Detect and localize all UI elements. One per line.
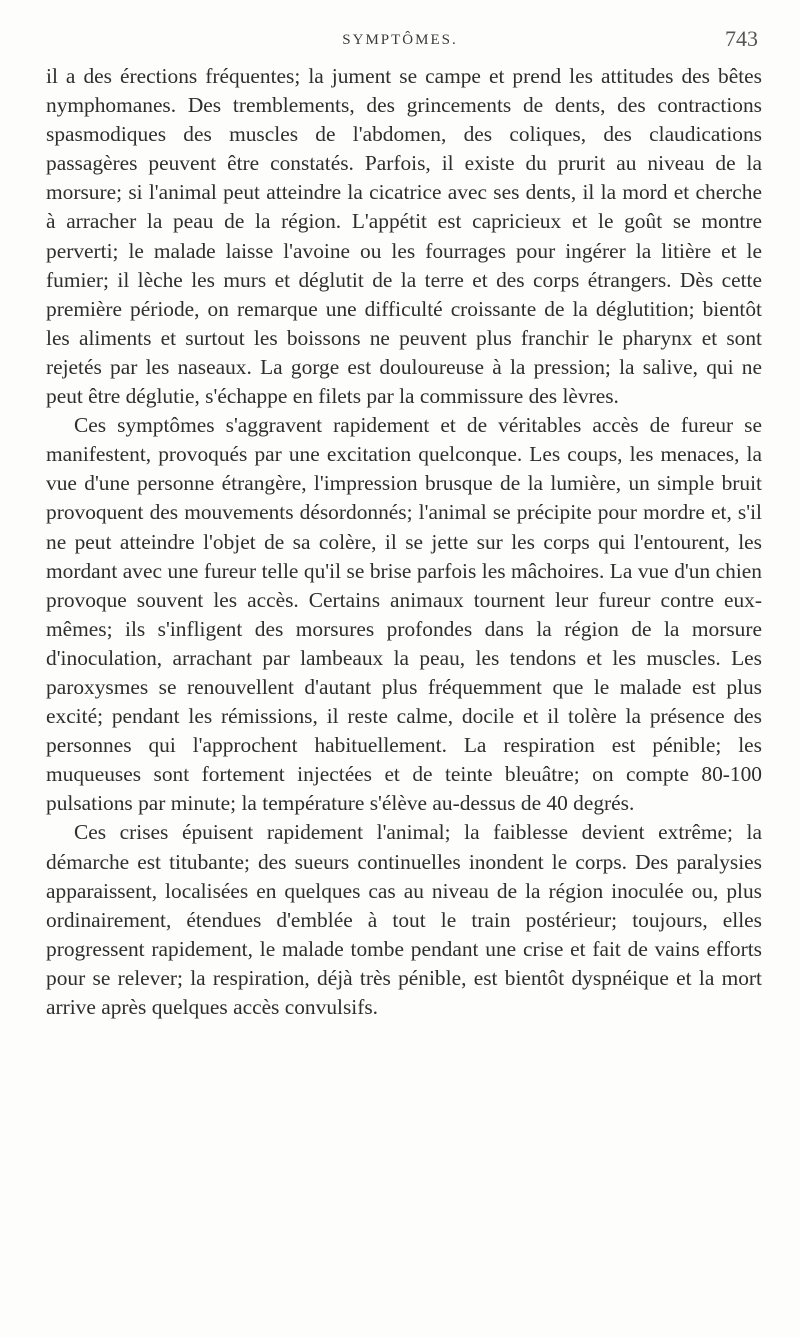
- paragraph-continued: il a des érections fréquentes; la jument se campe et prend les attitudes des bêtes nymphomanes. Des tremblements, des grincements de dents, des contractions spasmodiques des muscles de l'abdomen, des coliques, des claudications passagères peuvent être constatés. Parfois, il existe du prurit au niveau de la morsure; si l'animal peut atteindre la cicatrice avec ses dents, il la mord et cherche à arracher la peau de la région. L'appétit est capricieux et le goût se montre perverti; le malade laisse l'avoine ou les fourrages pour ingérer la litière et le fumier; il lèche les murs et déglutit de la terre et des corps étrangers. Dès cette première période, on remarque une difficulté croissante de la déglutition; bientôt les aliments et surtout les boissons ne peuvent plus franchir le pharynx et sont rejetés par les naseaux. La gorge est douloureuse à la pression; la salive, qui ne peut être déglutie, s'échappe en filets par la commissure des lèvres.: [46, 64, 762, 409]
- running-head: [0, 26, 800, 56]
- page-number: 743: [725, 26, 758, 51]
- body-text: [46, 62, 762, 1022]
- running-title: SYMPTÔMES.: [342, 32, 458, 48]
- paragraph-paralysis: Ces crises épuisent rapidement l'animal; la faiblesse devient extrême; la démarche est titubante; des sueurs continuelles inondent le corps. Des paralysies apparaissent, localisées en quelques cas au niveau de la région inoculée ou, plus ordinairement, étendues d'emblée à tout le train postérieur; toujours, elles progressent rapidement, le malade tombe pendant une crise et fait de vains efforts pour se relever; la respiration, déjà très pénible, est bientôt dyspnéique et la mort arrive après quelques accès convulsifs.: [46, 820, 762, 1019]
- paragraph-fury-symptoms: Ces symptômes s'aggravent rapidement et de véritables accès de fureur se manifestent, provoqués par une excitation quelconque. Les coups, les menaces, la vue d'une personne étrangère, l'impression brusque de la lumière, un simple bruit provoquent des mouvements désordonnés; l'animal se précipite pour mordre et, s'il ne peut atteindre l'objet de sa colère, il se jette sur les corps qui l'entourent, les mordant avec une fureur telle qu'il se brise parfois les mâchoires. La vue d'un chien provoque souvent les accès. Certains animaux tournent leur fureur contre eux-mêmes; ils s'infligent des morsures profondes dans la région de la morsure d'inoculation, arrachant par lambeaux la peau, les tendons et les muscles. Les paroxysmes se renouvellent d'autant plus fréquemment que le malade est plus excité; pendant les rémissions, il reste calme, docile et il tolère la présence des personnes qui l'approchent habituellement. La respiration est pénible; les muqueuses sont fortement injectées et de teinte bleuâtre; on compte 80-100 pulsations par minute; la température s'élève au-dessus de 40 degrés.: [46, 413, 762, 816]
